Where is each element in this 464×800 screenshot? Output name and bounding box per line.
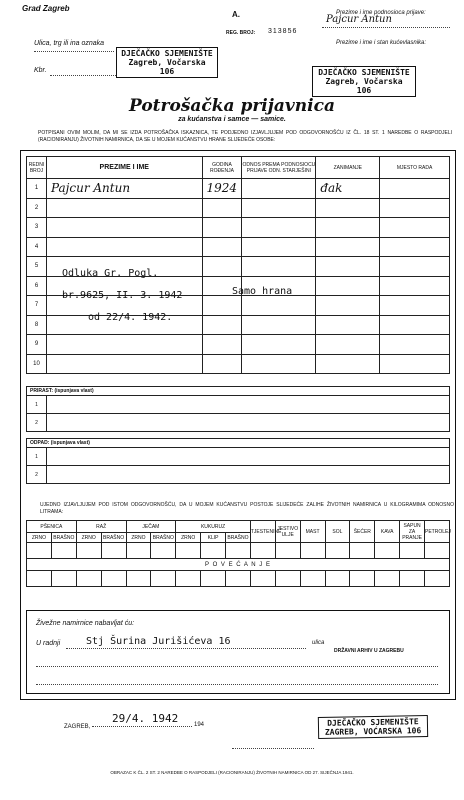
col-place-header: MJESTO RADA — [380, 157, 450, 179]
col-occupation-header: ZANIMANJE — [316, 157, 380, 179]
row-relation — [242, 354, 316, 374]
row-place — [380, 354, 450, 374]
row-occupation — [316, 315, 380, 335]
row-relation — [242, 296, 316, 316]
stock-text: UJEDNO IZJAVLJUJEM POD ISTOM ODGOVORNOŠĆU, DA U MOJEM KUĆANSTVU POSTOJE SLIJEDEĆE ZALIHE ŽIVOTNIH NAMIRNICA U KILOGRAMIMA ODNOSNO LITRAMA: — [40, 502, 454, 515]
stock-kava: KAVA — [375, 521, 400, 543]
row-name — [46, 198, 202, 218]
row-name — [46, 237, 202, 257]
row-year — [202, 237, 242, 257]
row-occupation — [316, 296, 380, 316]
row-name — [46, 354, 202, 374]
row-year — [202, 354, 242, 374]
section-letter: A. — [232, 10, 240, 19]
street-stamp-line2: Zagreb, Vočarska 106 — [128, 58, 206, 76]
table-row — [27, 198, 450, 218]
row-occupation — [316, 257, 380, 277]
row-number: 5 — [27, 257, 47, 277]
table-row — [27, 218, 450, 238]
col-name-header: PREZIME I IME — [46, 157, 202, 179]
typed-note-line1: Odluka Gr. Pogl. — [62, 268, 159, 279]
supply-shop-prefix: U radnji — [36, 640, 61, 647]
table-row — [27, 335, 450, 355]
signature-value: Pajcur Antun — [326, 14, 392, 25]
row-year — [202, 296, 242, 316]
stock-petrolej: PETROLEJ — [425, 521, 450, 543]
stock-secer: ŠEĆER — [350, 521, 375, 543]
row-relation — [242, 237, 316, 257]
row-relation — [242, 315, 316, 335]
row-place — [380, 257, 450, 277]
row-number: 4 — [27, 237, 47, 257]
stock-sub: ZRNO — [176, 533, 201, 543]
table-row — [27, 237, 450, 257]
stock-sub: BRAŠNO — [103, 534, 125, 541]
odpad-label: ODPAD: (ispunjava vlast) — [26, 438, 450, 447]
supply-shop-value: Stj Šurina Jurišićeva 16 — [86, 636, 231, 647]
street-stamp-line1: DJEČAČKO SJEMENIŠTE — [121, 49, 213, 58]
row-year — [202, 218, 242, 238]
reg-number: 313856 — [268, 28, 298, 35]
stock-sapun: SAPUN ZA PRANJE — [400, 521, 425, 543]
footer-date: 29/4. 1942 — [112, 712, 179, 725]
row-place — [380, 296, 450, 316]
row-place — [380, 315, 450, 335]
row-name — [46, 335, 202, 355]
footer-year-suffix: 194 — [194, 722, 205, 728]
row-occupation — [316, 198, 380, 218]
row-occupation — [316, 276, 380, 296]
stock-sub: BRAŠNO — [227, 534, 249, 541]
row-place — [380, 335, 450, 355]
prirast-label: PRIRAST: (ispunjava vlast) — [26, 386, 450, 395]
footer-note: OBRAZAC K ČL. 2 ST. 2 NAREDBE O RASPODJELI (RACIONIRANJU) ŽIVOTNIH NAMIRNICA OD 27. SIJEČNJA 1941. — [110, 770, 354, 775]
supply-street-suffix: ulica — [312, 640, 325, 646]
row-place — [380, 276, 450, 296]
table-row — [27, 179, 450, 199]
prirast-section — [26, 386, 450, 432]
row-number: 8 — [27, 315, 47, 335]
table-row — [27, 354, 450, 374]
stock-sol: SOL — [325, 521, 350, 543]
persons-table — [26, 156, 450, 374]
row-place — [380, 237, 450, 257]
stock-sub: BRAŠNO — [53, 534, 75, 541]
row-place — [380, 218, 450, 238]
stock-sub: ZRNO — [76, 533, 101, 543]
row-occupation — [316, 237, 380, 257]
row-occupation — [316, 218, 380, 238]
row-relation — [242, 257, 316, 277]
prirast-row-1: 1 — [27, 396, 47, 414]
row-relation — [242, 218, 316, 238]
typed-note-line2: br.9625, II. 3. 1942 — [62, 290, 183, 301]
row-occupation — [316, 335, 380, 355]
stock-raz: RAŽ — [76, 521, 126, 533]
row-year — [202, 257, 242, 277]
stock-povecanje: P O V E Ć A N J E — [27, 559, 450, 571]
stock-psenica: PŠENICA — [27, 521, 77, 533]
stock-ulje: JESTIVO ULJE — [275, 521, 300, 543]
odpad-section — [26, 438, 450, 484]
typed-note-right: Samo hrana — [232, 286, 293, 297]
owner-label: Prezime i ime i stan kućevlasnika: — [336, 40, 427, 46]
row-name — [46, 218, 202, 238]
row-number: 9 — [27, 335, 47, 355]
row-name: Pajcur Antun — [46, 179, 202, 199]
row-year — [202, 335, 242, 355]
prirast-row-2: 2 — [27, 414, 47, 432]
footer-place: ZAGREB, — [64, 724, 91, 730]
row-year — [202, 315, 242, 335]
row-number: 1 — [27, 179, 47, 199]
stock-mast: MAST — [300, 521, 325, 543]
owner-stamp-line1: DJEČAČKO SJEMENIŠTE — [318, 68, 410, 77]
row-number: 7 — [27, 296, 47, 316]
street-stamp — [116, 47, 218, 78]
typed-note-line3: od 22/4. 1942. — [88, 312, 173, 323]
stock-table — [26, 520, 450, 587]
row-year: 1924 — [202, 179, 242, 199]
col-num-header: REDNI BROJ — [27, 157, 47, 179]
stock-tjestenine: TJESTENINE — [250, 521, 275, 543]
stock-sub: BRAŠNO — [152, 534, 174, 541]
odpad-row-2: 2 — [27, 466, 47, 484]
row-relation — [242, 198, 316, 218]
owner-stamp-line2: Zagreb, Vočarska 106 — [325, 77, 403, 95]
reg-label: REG. BROJ: — [226, 30, 256, 36]
kbr-label: Kbr. — [34, 67, 47, 74]
bottom-stamp-line2: ZAGREB, VOĆARSKA 106 — [324, 726, 422, 737]
bottom-stamp-line1: DJEČAČKO SJEMENIŠTE — [327, 717, 419, 728]
row-year — [202, 198, 242, 218]
row-relation — [242, 335, 316, 355]
stock-sub: ZRNO — [126, 533, 151, 543]
signature-label: Prezime i ime podnosioca prijave: — [336, 10, 426, 16]
row-number: 6 — [27, 276, 47, 296]
stock-sub: KLIP — [201, 533, 226, 543]
archive-stamp: DRŽAVNI ARHIV U ZAGREBU — [334, 648, 404, 654]
col-relation-header: ODNOS PREMA PODNOSIOCU PRIJAVE ODN. STARJEŠINI — [242, 157, 316, 179]
row-place — [380, 179, 450, 199]
col-year-header: GODINA ROĐENJA — [202, 157, 242, 179]
row-number: 2 — [27, 198, 47, 218]
row-place — [380, 198, 450, 218]
stock-kukuruz: KUKURUZ — [176, 521, 251, 533]
row-occupation: đak — [316, 179, 380, 199]
row-occupation — [316, 354, 380, 374]
bottom-stamp — [318, 715, 428, 739]
stock-jecam: JEČAM — [126, 521, 176, 533]
street-label: Ulica, trg ili ina oznaka — [34, 40, 105, 47]
row-number: 10 — [27, 354, 47, 374]
supply-label: Živežne namirnice nabavljat ću: — [36, 620, 135, 627]
odpad-row-1: 1 — [27, 448, 47, 466]
stock-sub: ZRNO — [27, 533, 52, 543]
page-subtitle: za kućanstva i samce — samice. — [178, 116, 286, 123]
owner-stamp — [312, 66, 416, 97]
page-title: Potrošačka prijavnica — [129, 96, 335, 116]
row-relation — [242, 179, 316, 199]
row-number: 3 — [27, 218, 47, 238]
intro-text: POTPISANI OVIM MOLIM, DA MI SE IZDA POTROŠAČKA ISKAZNICA, TE PODJEDNO IZJAVLJUJEM POD ODGOVORNOŠĆU IZ ČL. 18 ST. 1 NAREDBE O RASPODJELI (RACIONIRANJU) ŽIVOTNIH NAMIRNICA, DA SE U MOJEM KUĆANSTVU HRANE SLIJEDEĆE OSOBE: — [38, 130, 452, 143]
city-label: Grad Zagreb — [22, 4, 70, 13]
